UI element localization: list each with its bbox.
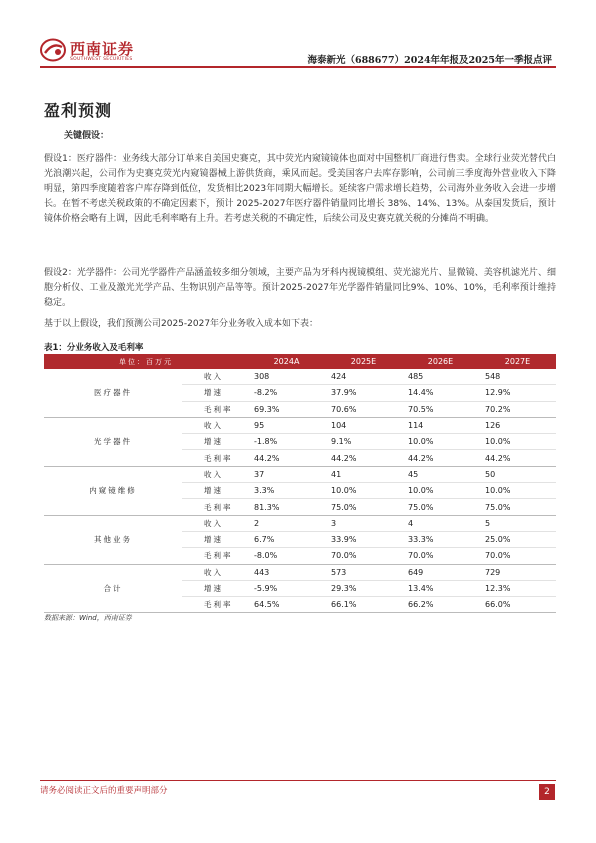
segment-name: 合计 [44,564,182,613]
table-cell: 114 [402,417,479,433]
table-source: 数据来源：Wind，西南证券 [44,614,132,622]
metric-label: 毛利率 [182,401,248,417]
table-cell: 41 [325,466,402,482]
table-cell: 33.3% [402,531,479,547]
table-cell: 10.0% [479,434,556,450]
table-cell: 4 [402,515,479,531]
metric-label: 收入 [182,417,248,433]
table-cell: 29.3% [325,580,402,596]
table-caption: 表1：分业务收入及毛利率 [44,343,144,353]
table-cell: 64.5% [248,597,325,613]
table-cell: 69.3% [248,401,325,417]
table-cell: 50 [479,466,556,482]
table-cell: 308 [248,369,325,385]
table-row [44,466,556,482]
brand-logo [40,36,180,68]
metric-label: 增速 [182,483,248,499]
table-cell: 66.2% [402,597,479,613]
metric-label: 收入 [182,369,248,385]
page-header [0,0,596,72]
table-cell: 10.0% [402,434,479,450]
table-cell: 66.1% [325,597,402,613]
table-cell: 12.9% [479,385,556,401]
table-cell: 3.3% [248,483,325,499]
table-cell: 37.9% [325,385,402,401]
table-cell: 66.0% [479,597,556,613]
segment-name: 内窥镜维修 [44,466,182,515]
table-cell: 70.0% [479,548,556,564]
column-header: 2026E [427,357,454,366]
table-cell: 44.2% [402,450,479,466]
metric-label: 收入 [182,515,248,531]
table-cell: 44.2% [479,450,556,466]
table-cell: 75.0% [479,499,556,515]
assumption-1-paragraph: 假设1：医疗器件：业务线大部分订单来自美国史赛克，其中荧光内窥镜镜体也面对中国整机厂商进行售卖。全球行业荧光替代白光浪潮兴起，公司作为史赛克荧光内窥镜器械上游供货商，乘风而起。受美国客户去库存影响，公司前三季度海外营业收入下降明显，第四季度随着客户库存降到低位，发货相比2023年同期大幅增长。延续客户需求增长趋势，公司海外业务收入会进一步增长。在暂不考虑关税政策的不确定因素下，预计 2025-2027年医疗器件销量同比增长 38%、14%、13%。从泰国发货后，预计镜体价格会略有上调，因此毛利率略有上升。若考虑关税的不确定性，后续公司及史赛克就关税的分摊尚不明确。 [44,154,556,224]
metric-label: 毛利率 [182,499,248,515]
revenue-margin-table [44,354,556,613]
assumption-2-paragraph: 假设2：光学器件：公司光学器件产品涵盖较多细分领域，主要产品为牙科内视镜模组、荧光滤光片、显微镜、美容机滤光片、细胞分析仪、工业及激光光学产品、生物识别产品等等。预计2025-2027年光学器件销量同比9%、10%、10%，毛利率预计维持稳定。 [44,268,556,308]
table-row [44,417,556,433]
table-cell: 573 [325,564,402,580]
metric-label: 毛利率 [182,548,248,564]
metric-label: 增速 [182,531,248,547]
unit-label: 单位：百万元 [119,357,173,366]
table-cell: 70.0% [402,548,479,564]
table-cell: -8.0% [248,548,325,564]
table-cell: 3 [325,515,402,531]
table-cell: 37 [248,466,325,482]
metric-label: 毛利率 [182,597,248,613]
summary-paragraph: 基于以上假设，我们预测公司2025-2027年分业务收入成本如下表： [44,319,319,329]
table-cell: 729 [479,564,556,580]
table-cell: 9.1% [325,434,402,450]
revenue-table-container [44,354,556,613]
footer-disclaimer: 请务必阅读正文后的重要声明部分 [40,786,168,796]
table-cell: 70.2% [479,401,556,417]
table-cell: 12.3% [479,580,556,596]
column-header: 2025E [350,357,377,366]
table-cell: -5.9% [248,580,325,596]
southwest-securities-logo-icon [40,38,68,62]
key-assumptions-label: 关键假设： [64,131,110,141]
table-cell: 95 [248,417,325,433]
table-header-row [44,354,556,369]
table-row [44,515,556,531]
table-cell: 25.0% [479,531,556,547]
column-header: 2024A [273,357,300,366]
metric-label: 收入 [182,466,248,482]
table-cell: 6.7% [248,531,325,547]
table-cell: 44.2% [325,450,402,466]
table-row [44,564,556,580]
table-cell: 13.4% [402,580,479,596]
table-cell: 81.3% [248,499,325,515]
table-cell: 33.9% [325,531,402,547]
page-number: 2 [539,784,555,800]
table-row [44,369,556,385]
table-cell: 424 [325,369,402,385]
table-cell: 126 [479,417,556,433]
table-cell: 5 [479,515,556,531]
metric-label: 增速 [182,580,248,596]
table-cell: 548 [479,369,556,385]
table-cell: 443 [248,564,325,580]
table-cell: 75.0% [402,499,479,515]
table-body [44,369,556,613]
table-cell: 10.0% [325,483,402,499]
table-cell: 10.0% [479,483,556,499]
report-title: 海泰新光（688677）2024年年报及2025年一季报点评 [307,55,552,66]
table-cell: 649 [402,564,479,580]
segment-name: 光学器件 [44,417,182,466]
table-cell: 14.4% [402,385,479,401]
table-cell: 70.0% [325,548,402,564]
table-cell: 75.0% [325,499,402,515]
table-cell: 2 [248,515,325,531]
table-cell: 45 [402,466,479,482]
metric-label: 毛利率 [182,450,248,466]
segment-name: 医疗器件 [44,369,182,417]
header-divider [40,66,556,68]
table-cell: 44.2% [248,450,325,466]
table-cell: -1.8% [248,434,325,450]
column-header: 2027E [504,357,531,366]
table-cell: 70.6% [325,401,402,417]
metric-label: 增速 [182,385,248,401]
table-cell: -8.2% [248,385,325,401]
table-cell: 10.0% [402,483,479,499]
table-cell: 70.5% [402,401,479,417]
table-cell: 485 [402,369,479,385]
brand-sub: SOUTHWEST SECURITIES [70,57,133,62]
footer-divider [40,780,556,781]
metric-label: 增速 [182,434,248,450]
segment-name: 其他业务 [44,515,182,564]
brand-name: 西南证券 [70,40,135,58]
metric-label: 收入 [182,564,248,580]
section-title: 盈利预测 [44,101,113,120]
table-cell: 104 [325,417,402,433]
